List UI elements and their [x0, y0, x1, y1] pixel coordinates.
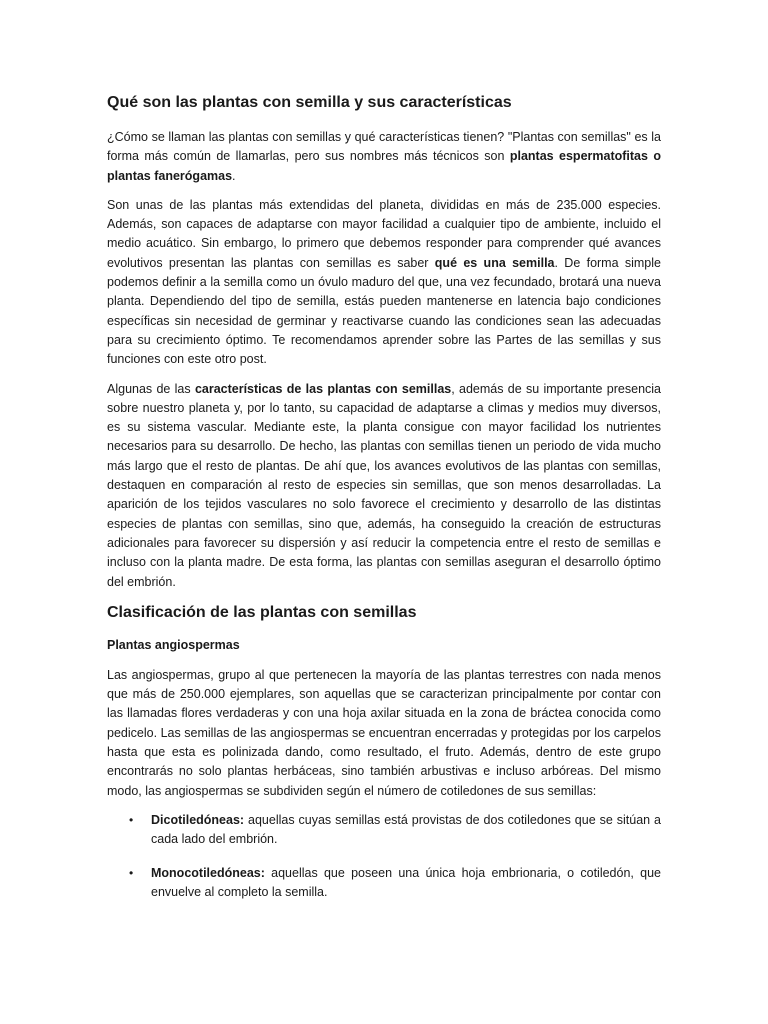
list-item-text: aquellas que poseen una única hoja embrionaria, o cotiledón, que envuelve al completo la semilla. [151, 865, 661, 899]
intro-paragraph [107, 128, 661, 186]
paragraph-text: ¿Cómo se llaman las plantas con semillas y qué características tienen? "Plantas con semillas" es la forma más común de llamarlas, pero sus nombres más técnicos son [107, 130, 661, 164]
bold-term: plantas espermatofitas o plantas fanerógamas [107, 149, 662, 183]
paragraph-text: . De forma simple podemos definir a la semilla como un óvulo maduro del que, una vez fecundado, brotará una nueva planta. Dependiendo del tipo de semilla, estás pueden mantenerse en latencia bajo condiciones específicas sin necesidad de germinar y reactivarse cuando las condiciones sean las adecuadas para su crecimiento óptimo. Te recomendamos aprender sobre las Partes de las semillas y sus funciones con este otro post. [107, 255, 661, 367]
cotyledon-list [107, 811, 661, 902]
bold-term: características de las plantas con semillas [194, 381, 452, 396]
paragraph-text: . [232, 168, 236, 183]
bold-term: Monocotiledóneas: [151, 865, 265, 880]
paragraph-text: Algunas de las [107, 381, 195, 396]
bullet-icon: • [129, 865, 134, 880]
list-item-text: aquellas cuyas semillas está provistas de dos cotiledones que se sitúan a cada lado del embrión. [151, 812, 661, 847]
species-paragraph [107, 196, 661, 370]
paragraph-text: Son unas de las plantas más extendidas del planeta, divididas en más de 235.000 especies. Además, son capaces de adaptarse con mayor facilidad a cualquier tipo de ambiente, incluido el medio acuático. Sin embargo, lo primero que debemos responder para comprender qué avances evolutivos presentan las plantas con semillas es saber [107, 197, 661, 270]
subsection-title: Plantas angiospermas [107, 637, 240, 652]
page-title: Qué son las plantas con semilla y sus características [107, 94, 512, 111]
bold-term: Dicotiledóneas: [151, 812, 245, 827]
list-item [107, 811, 661, 850]
characteristics-paragraph [107, 380, 661, 592]
section-title: Clasificación de las plantas con semillas [107, 603, 417, 621]
list-item [107, 864, 661, 903]
bold-term: qué es una semilla [434, 255, 555, 270]
bullet-icon: • [129, 812, 134, 827]
paragraph-text: , además de su importante presencia sobre nuestro planeta y, por lo tanto, su capacidad de adaptarse a climas y medios muy diversos, es su sistema vascular. Mediante este, la planta consigue con mayor facilidad los nutrientes necesarios para su desarrollo. De hecho, las plantas con semillas tienen un periodo de vida mucho más largo que el resto de plantas. De ahí que, los avances evolutivos de las plantas con semillas, destaquen en comparación al resto de especies sin semillas, que son menos desarrolladas. La aparición de los tejidos vasculares no solo favorece el crecimiento y desarrollo de las distintas especies de plantas con semillas, sino que, además, ha conseguido la creación de estructuras adicionales para favorecer su dispersión y así reducir la competencia entre el resto de semillas e incluso con la planta madre. De esta forma, las plantas con semillas aseguran el desarrollo óptimo del embrión. [107, 381, 662, 589]
angiosperms-paragraph: Las angiospermas, grupo al que pertenecen la mayoría de las plantas terrestres con nada menos que más de 250.000 ejemplares, son aquellas que se caracterizan principalmente por contar con las llamadas flores verdaderas y con una hoja axilar situada en la zona de bráctea conocida como pedicelo. Las semillas de las angiospermas se encuentran encerradas y protegidas por los carpelos hasta que esta es polinizada dando, como resultado, el fruto. Además, dentro de este grupo encontrarás no solo plantas herbáceas, sino también arbustivas e incluso arbóreas. Del mismo modo, las angiospermas se subdividen según el número de cotiledones de sus semillas: [107, 667, 661, 798]
